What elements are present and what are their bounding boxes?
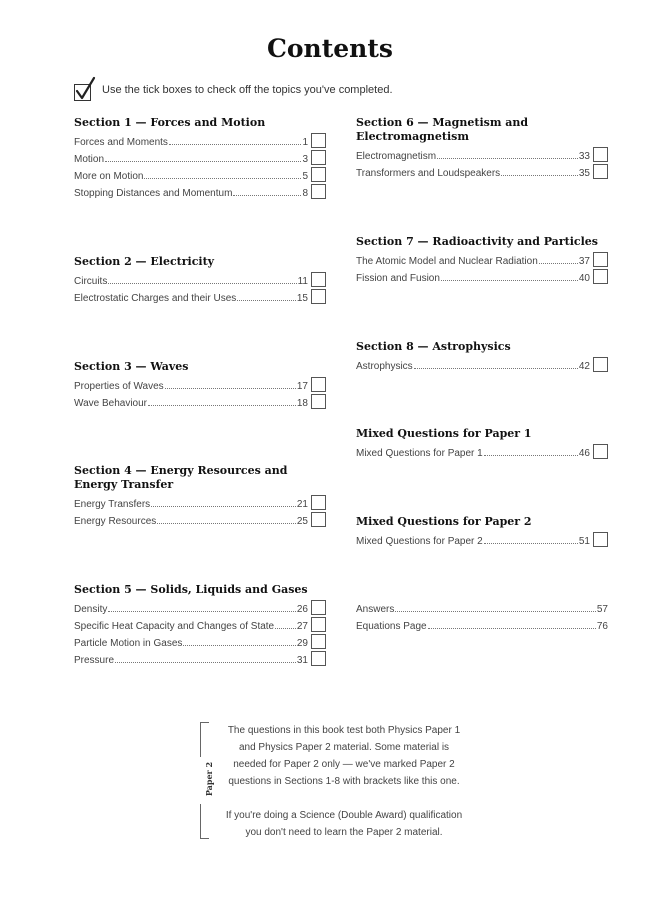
contents-entry [74, 634, 326, 651]
entry-line [74, 396, 308, 409]
dot-leader [437, 149, 578, 159]
tick-box[interactable] [311, 495, 326, 510]
mixed-questions-paper-2 [356, 515, 608, 549]
dot-leader [428, 619, 596, 629]
page-number: 46 [578, 448, 590, 459]
dot-leader [539, 254, 578, 264]
page-number: 76 [596, 621, 608, 632]
dot-leader [395, 602, 596, 612]
contents-entry [74, 377, 326, 394]
dot-leader [144, 169, 301, 179]
topic-name: Wave Behaviour [74, 398, 147, 409]
page-number: 29 [296, 638, 308, 649]
entry-line [74, 135, 308, 148]
entry-line [74, 169, 308, 182]
bracket-bottom [200, 804, 209, 839]
contents-entry [74, 495, 326, 512]
contents-entry [74, 651, 326, 668]
page-number: 33 [578, 151, 590, 162]
entry-line [356, 149, 590, 162]
page-number: 21 [296, 499, 308, 510]
contents-entry [74, 133, 326, 150]
page-number: 11 [297, 276, 308, 287]
page-number: 26 [296, 604, 308, 615]
tick-box[interactable] [311, 150, 326, 165]
extra-pages [356, 600, 608, 634]
topic-name: Answers [356, 604, 395, 615]
tick-box[interactable] [311, 289, 326, 304]
dot-leader [501, 166, 578, 176]
heading-line: Electromagnetism [356, 130, 470, 143]
contents-entry [74, 617, 326, 634]
section-heading: Section 7 — Radioactivity and Particles [356, 235, 598, 248]
topic-name: Forces and Moments [74, 137, 168, 148]
tick-box[interactable] [311, 634, 326, 649]
dot-leader [484, 534, 578, 544]
section-5 [74, 583, 326, 668]
section-heading [356, 116, 608, 144]
note-line: questions in Sections 1-8 with brackets like this one. [228, 776, 460, 787]
tick-box[interactable] [311, 184, 326, 199]
entry-line [356, 166, 590, 179]
topic-name: Astrophysics [356, 361, 413, 372]
entry-line [356, 619, 608, 632]
tick-box[interactable] [311, 651, 326, 666]
note-line: and Physics Paper 2 material. Some material is [238, 742, 450, 753]
topic-name: Equations Page [356, 621, 427, 632]
tick-box[interactable] [593, 269, 608, 284]
contents-entry [356, 532, 608, 549]
contents-entry [356, 164, 608, 181]
dot-leader [233, 186, 301, 196]
page-number: 5 [302, 171, 308, 182]
heading-line: Energy Transfer [74, 478, 174, 491]
contents-entry [74, 184, 326, 201]
page-number: 18 [296, 398, 308, 409]
entry-line [356, 254, 590, 267]
dot-leader [148, 396, 296, 406]
note-paragraph-2 [214, 807, 474, 841]
entry-line [74, 291, 308, 304]
page-number: 42 [578, 361, 590, 372]
page-number: 8 [302, 188, 308, 199]
contents-entry [74, 150, 326, 167]
page-title: Contents [266, 34, 393, 63]
contents-entry [74, 394, 326, 411]
section-6 [356, 116, 608, 181]
section-7 [356, 235, 608, 286]
section-3 [74, 360, 326, 411]
entry-line [356, 534, 590, 547]
tick-box[interactable] [311, 133, 326, 148]
contents-entry [356, 147, 608, 164]
topic-name: Energy Transfers [74, 499, 151, 510]
entry-line [74, 619, 308, 632]
topic-name: Motion [74, 154, 105, 165]
note-line: If you're doing a Science (Double Award) qualification [225, 810, 463, 821]
tick-box[interactable] [593, 147, 608, 162]
contents-entry [356, 600, 608, 617]
contents-entry [74, 272, 326, 289]
tick-box[interactable] [311, 512, 326, 527]
dot-leader [108, 274, 296, 284]
tick-box[interactable] [311, 617, 326, 632]
note-line: needed for Paper 2 only — we've marked Paper 2 [233, 759, 455, 770]
tick-box[interactable] [593, 357, 608, 372]
mixed-questions-paper-1 [356, 427, 608, 461]
contents-entry [74, 289, 326, 306]
dot-leader [105, 152, 301, 162]
page-number: 51 [578, 536, 590, 547]
tick-box[interactable] [311, 272, 326, 287]
dot-leader [441, 271, 578, 281]
section-4 [74, 464, 326, 529]
paper-2-side-label: Paper 2 [204, 761, 214, 797]
topic-name: Stopping Distances and Momentum [74, 188, 233, 199]
contents-entry [356, 617, 608, 634]
instructions-text: Use the tick boxes to check off the topics you've completed. [102, 84, 393, 96]
dot-leader [157, 514, 296, 524]
entry-line [74, 497, 308, 510]
topic-name: Mixed Questions for Paper 2 [356, 536, 483, 547]
page-number: 57 [596, 604, 608, 615]
entry-line [74, 636, 308, 649]
topic-name: Mixed Questions for Paper 1 [356, 448, 483, 459]
checkmark-icon [73, 76, 97, 102]
section-heading: Mixed Questions for Paper 1 [356, 427, 532, 440]
tick-box[interactable] [593, 532, 608, 547]
tick-box[interactable] [311, 167, 326, 182]
contents-entry [356, 252, 608, 269]
section-heading: Section 1 — Forces and Motion [74, 116, 266, 129]
section-heading: Section 2 — Electricity [74, 255, 215, 268]
entry-line [356, 359, 590, 372]
heading-line: Section 6 — Magnetism and [356, 116, 529, 129]
tick-box[interactable] [311, 377, 326, 392]
contents-entry [356, 269, 608, 286]
tick-box[interactable] [593, 164, 608, 179]
contents-entry [74, 167, 326, 184]
page-number: 31 [296, 655, 308, 666]
section-8 [356, 340, 608, 374]
bracket-top [200, 722, 209, 757]
contents-entry [356, 357, 608, 374]
section-heading: Section 8 — Astrophysics [356, 340, 511, 353]
contents-entry [74, 512, 326, 529]
page-number: 3 [302, 154, 308, 165]
paper-2-note [196, 720, 476, 840]
tick-box[interactable] [311, 394, 326, 409]
dot-leader [414, 359, 578, 369]
page-number: 17 [296, 381, 308, 392]
topic-name: Density [74, 604, 108, 615]
topic-name: Specific Heat Capacity and Changes of State [74, 621, 275, 632]
section-2 [74, 255, 326, 306]
tick-box[interactable] [311, 600, 326, 615]
dot-leader [108, 602, 296, 612]
contents-entry [74, 600, 326, 617]
entry-line [74, 514, 308, 527]
topic-name: Pressure [74, 655, 115, 666]
dot-leader [169, 135, 302, 145]
note-line: The questions in this book test both Physics Paper 1 [227, 725, 461, 736]
dot-leader [183, 636, 295, 646]
entry-line [74, 152, 308, 165]
heading-line: Section 4 — Energy Resources and [74, 464, 288, 477]
contents-entry [356, 444, 608, 461]
page-number: 1 [302, 137, 308, 148]
topic-name: Energy Resources [74, 516, 157, 527]
topic-name: Fission and Fusion [356, 273, 440, 284]
dot-leader [484, 446, 578, 456]
note-paragraph-1 [214, 722, 474, 790]
topic-name: Electromagnetism [356, 151, 437, 162]
entry-line [74, 653, 308, 666]
topic-name: Circuits [74, 276, 108, 287]
section-heading: Section 5 — Solids, Liquids and Gases [74, 583, 308, 596]
entry-line [356, 446, 590, 459]
topic-name: Transformers and Loudspeakers [356, 168, 501, 179]
example-tick-box [74, 84, 91, 101]
entry-line [74, 186, 308, 199]
page-number: 40 [578, 273, 590, 284]
entry-line [74, 274, 308, 287]
dot-leader [115, 653, 296, 663]
entry-line [74, 602, 308, 615]
note-line: you don't need to learn the Paper 2 material. [245, 827, 443, 838]
tick-box[interactable] [593, 252, 608, 267]
section-heading: Mixed Questions for Paper 2 [356, 515, 532, 528]
page-number: 37 [578, 256, 590, 267]
section-heading [74, 464, 326, 492]
dot-leader [151, 497, 296, 507]
topic-name: Properties of Waves [74, 381, 164, 392]
topic-name: The Atomic Model and Nuclear Radiation [356, 256, 538, 267]
dot-leader [237, 291, 296, 301]
entry-line [356, 602, 608, 615]
page-number: 25 [296, 516, 308, 527]
page-number: 27 [296, 621, 308, 632]
section-1 [74, 116, 326, 201]
topic-name: More on Motion [74, 171, 144, 182]
dot-leader [165, 379, 296, 389]
page-number: 15 [296, 293, 308, 304]
entry-line [74, 379, 308, 392]
entry-line [356, 271, 590, 284]
tick-box[interactable] [593, 444, 608, 459]
topic-name: Particle Motion in Gases [74, 638, 183, 649]
dot-leader [275, 619, 296, 629]
topic-name: Electrostatic Charges and their Uses [74, 293, 237, 304]
section-heading: Section 3 — Waves [74, 360, 189, 373]
page-number: 35 [578, 168, 590, 179]
